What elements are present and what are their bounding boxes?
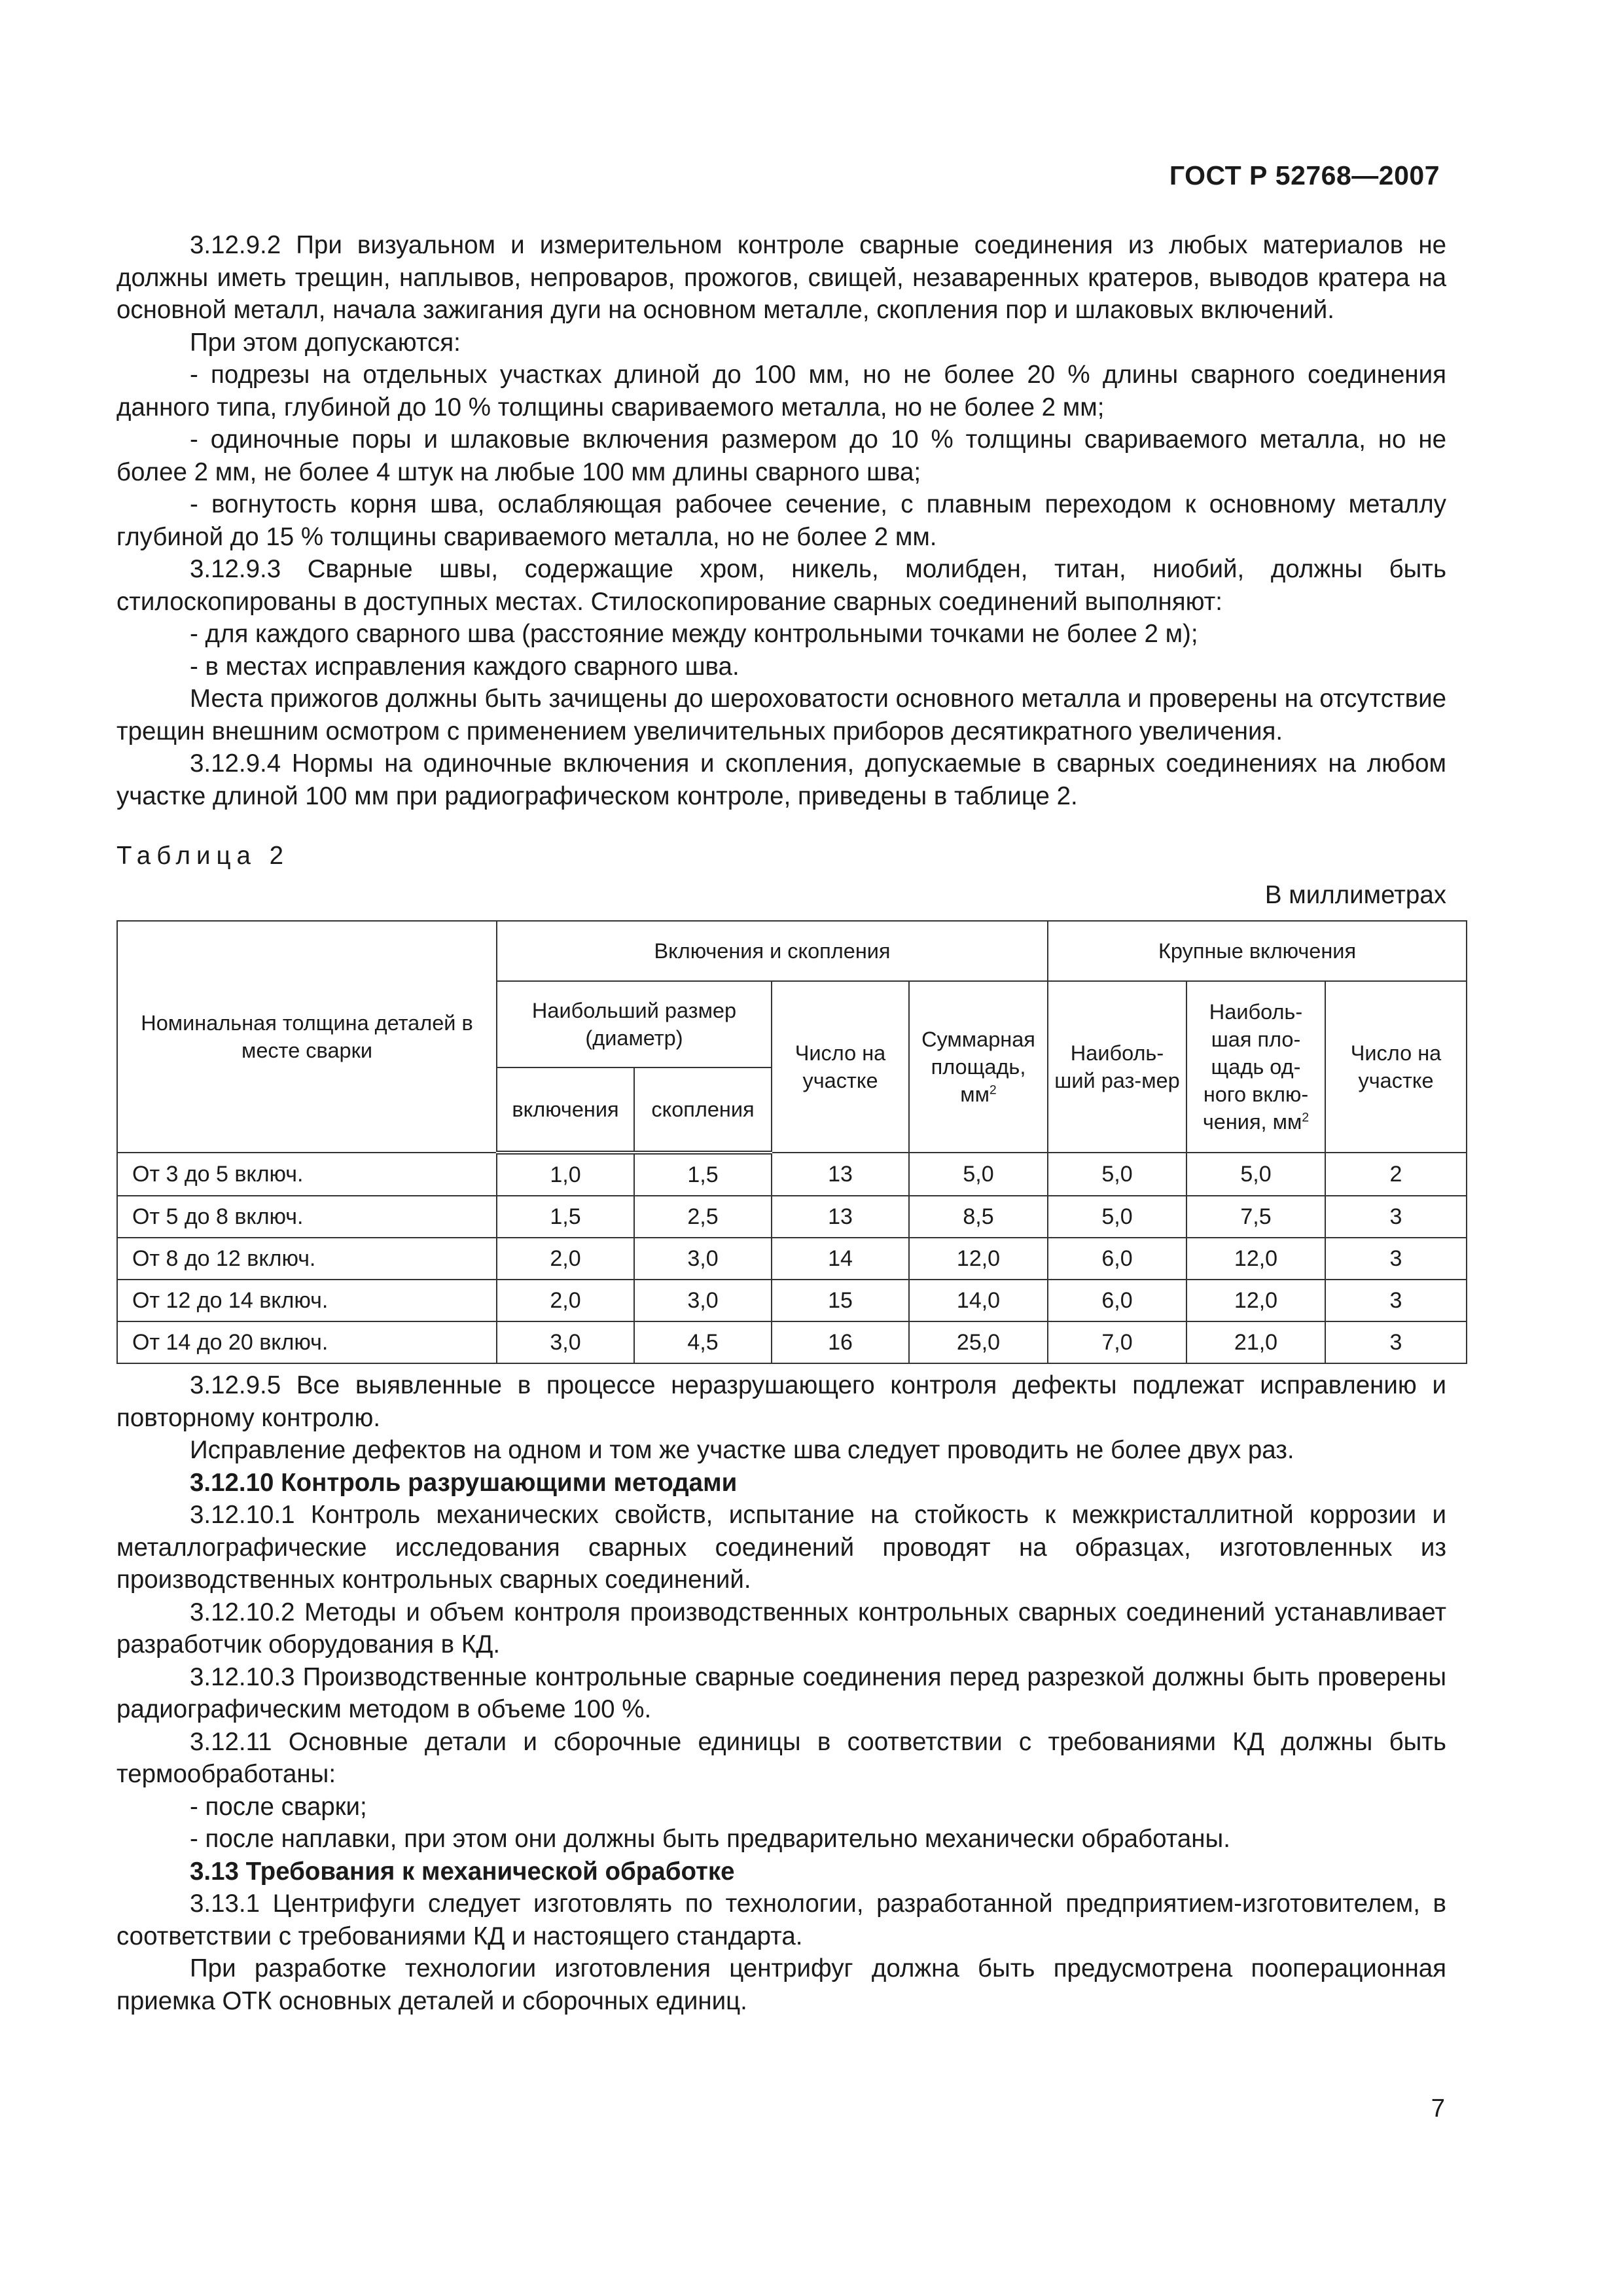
cell-value: 1,5 — [634, 1153, 772, 1196]
paragraph-3-13-1: 3.13.1 Центрифуги следует изготовлять по технологии, разработанной предприятием-изготовителем, в соответствии с требованиями КД и настоящего стандарта. — [116, 1890, 1446, 1950]
cell-value: 3,0 — [497, 1321, 634, 1363]
header-large-inclusions: Крупные включения — [1048, 921, 1467, 981]
cell-value: 3 — [1325, 1321, 1467, 1363]
cell-value: 15 — [772, 1280, 909, 1321]
page-number: 7 — [1431, 2094, 1445, 2123]
list-item-after-welding: - после сварки; — [190, 1792, 367, 1821]
list-item-undercuts: - подрезы на отдельных участках длиной до 100 мм, но не более 20 % длины сварного соединения данного типа, глубиной до 10 % толщины свариваемого металла, но не более 2 мм; — [116, 361, 1446, 422]
cell-value: 12,0 — [1186, 1280, 1325, 1321]
cell-value: 6,0 — [1048, 1280, 1186, 1321]
cell-thickness: От 5 до 8 включ. — [117, 1196, 497, 1238]
paragraph-3-12-9-5: 3.12.9.5 Все выявленные в процессе неразрушающего контроля дефекты подлежат исправлению и повторному контролю. — [116, 1371, 1446, 1432]
header-large-count: Число на участке — [1325, 981, 1467, 1153]
cell-value: 16 — [772, 1321, 909, 1363]
cell-value: 3,0 — [634, 1280, 772, 1321]
cell-value: 4,5 — [634, 1321, 772, 1363]
paragraph-3-12-10-1: 3.12.10.1 Контроль механических свойств, испытание на стойкость к межкристаллитной коррозии и металлографические исследования сварных соединений проводят на образцах, изготовленных из производственных контрольных сварных соединений. — [116, 1501, 1446, 1594]
paragraph-3-12-10-2: 3.12.10.2 Методы и объем контроля производственных контрольных сварных соединений устанавливает разработчик оборудования в КД. — [116, 1598, 1446, 1659]
paragraph-acceptance: При разработке технологии изготовления центрифуг должна быть предусмотрена пооперационная приемка ОТК основных деталей и сборочных единиц. — [116, 1954, 1446, 2015]
cell-value: 14,0 — [909, 1280, 1048, 1321]
cell-value: 5,0 — [1186, 1153, 1325, 1196]
cell-thickness: От 14 до 20 включ. — [117, 1321, 497, 1363]
cell-value: 3 — [1325, 1196, 1467, 1238]
cell-value: 25,0 — [909, 1321, 1048, 1363]
cell-value: 5,0 — [909, 1153, 1048, 1196]
cell-value: 3 — [1325, 1280, 1467, 1321]
cell-value: 7,5 — [1186, 1196, 1325, 1238]
cell-value: 1,5 — [497, 1196, 634, 1238]
paragraph-3-12-9-3: 3.12.9.3 Сварные швы, содержащие хром, никель, молибден, титан, ниобий, должны быть стилоскопированы в доступных местах. Стилоскопирование сварных соединений выполняют: — [116, 555, 1446, 616]
cell-value: 12,0 — [909, 1238, 1048, 1280]
header-count: Число на участке — [772, 981, 909, 1153]
list-item-repair-places: - в местах исправления каждого сварного шва. — [190, 652, 740, 681]
document-code: ГОСТ Р 52768—2007 — [1169, 160, 1440, 190]
table-row — [117, 1280, 1467, 1321]
paragraph-3-12-11: 3.12.11 Основные детали и сборочные единицы в соответствии с требованиями КД должны быть термообработаны: — [116, 1727, 1446, 1788]
table-2 — [116, 920, 1467, 1364]
header-inclusions-clusters: Включения и скопления — [497, 921, 1048, 981]
cell-value: 7,0 — [1048, 1321, 1186, 1363]
cell-thickness: От 12 до 14 включ. — [117, 1280, 497, 1321]
cell-value: 5,0 — [1048, 1153, 1186, 1196]
cell-value: 5,0 — [1048, 1196, 1186, 1238]
superscript-2: 2 — [989, 1083, 997, 1098]
paragraph-allowed: При этом допускаются: — [190, 328, 461, 357]
header-max-size: Наибольший размер (диаметр) — [497, 981, 772, 1067]
paragraph-3-12-10-3: 3.12.10.3 Производственные контрольные сварные соединения перед разрезкой должны быть проверены радиографическим методом в объеме 100 %. — [116, 1662, 1446, 1723]
cell-value: 2 — [1325, 1153, 1467, 1196]
table-row — [117, 1321, 1467, 1363]
cell-value: 14 — [772, 1238, 909, 1280]
cell-thickness: От 3 до 5 включ. — [117, 1153, 497, 1196]
cell-value: 3 — [1325, 1238, 1467, 1280]
header-total-area: Суммарная площадь, $мм^2$ — [909, 981, 1048, 1153]
heading-3-12-10: 3.12.10 Контроль разрушающими методами — [190, 1468, 738, 1497]
cell-value: 8,5 — [909, 1196, 1048, 1238]
header-large-max-area: Наиболь-шая пло-щадь од-ного вклю-чения, $мм^2$ — [1186, 981, 1325, 1153]
paragraph-burn-spots: Места прижогов должны быть зачищены до шероховатости основного металла и проверены на отсутствие трещин внешним осмотром с применением увеличительных приборов десятикратного увеличения. — [116, 685, 1446, 745]
cell-value: 6,0 — [1048, 1238, 1186, 1280]
cell-value: 12,0 — [1186, 1238, 1325, 1280]
cell-value: 2,0 — [497, 1280, 634, 1321]
paragraph-3-12-9-4: 3.12.9.4 Нормы на одиночные включения и скопления, допускаемые в сварных соединениях на любом участке длиной 100 мм при радиографическом контроле, приведены в таблице 2. — [116, 749, 1446, 810]
table-caption: Таблица 2 — [116, 842, 290, 870]
table-row — [117, 1238, 1467, 1280]
table-row — [117, 1153, 1467, 1196]
paragraph-3-12-9-2: 3.12.9.2 При визуальном и измерительном контроле сварные соединения из любых материалов не должны иметь трещин, наплывов, непроваров, прожогов, свищей, незаваренных кратеров, выводов кратера на основной металл, начала зажигания дуги на основном металле, скопления пор и шлаковых включений. — [116, 231, 1446, 324]
cell-value: 21,0 — [1186, 1321, 1325, 1363]
page-content — [116, 229, 1446, 2017]
list-item-pores: - одиночные поры и шлаковые включения размером до 10 % толщины свариваемого металла, но не более 2 мм, не более 4 штук на любые 100 мм длины сварного шва; — [116, 425, 1446, 486]
cell-value: 2,0 — [497, 1238, 634, 1280]
header-inclusion: включения — [497, 1067, 634, 1153]
header-large-max-size: Наиболь-ший раз-мер — [1048, 981, 1186, 1153]
list-item-root-concavity: - вогнутость корня шва, ослабляющая рабочее сечение, с плавным переходом к основному металлу глубиной до 15 % толщины свариваемого металла, но не более 2 мм. — [116, 490, 1446, 551]
cell-value: 13 — [772, 1196, 909, 1238]
cell-thickness: От 8 до 12 включ. — [117, 1238, 497, 1280]
superscript-2: 2 — [1302, 1110, 1310, 1125]
table-units: В миллиметрах — [1264, 880, 1446, 909]
list-item-after-surfacing: - после наплавки, при этом они должны быть предварительно механически обработаны. — [190, 1825, 1230, 1853]
table-row — [117, 1196, 1467, 1238]
paragraph-repair-limit: Исправление дефектов на одном и том же участке шва следует проводить не более двух раз. — [190, 1436, 1294, 1464]
table-2-block — [116, 840, 1446, 1364]
cell-value: 1,0 — [497, 1153, 634, 1196]
cell-value: 3,0 — [634, 1238, 772, 1280]
cell-value: 2,5 — [634, 1196, 772, 1238]
heading-3-13: 3.13 Требования к механической обработке — [190, 1857, 735, 1886]
cell-value: 13 — [772, 1153, 909, 1196]
header-nominal-thickness: Номинальная толщина деталей в месте сварки — [117, 921, 497, 1153]
list-item-each-weld: - для каждого сварного шва (расстояние между контрольными точками не более 2 м); — [190, 620, 1198, 648]
header-cluster: скопления — [634, 1067, 772, 1153]
